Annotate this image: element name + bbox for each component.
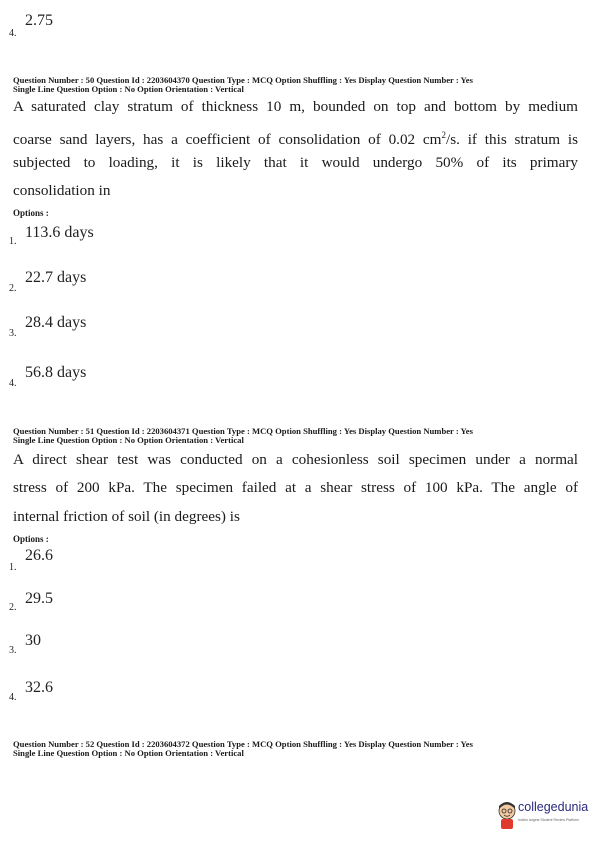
option-value[interactable]: 29.5 bbox=[25, 590, 53, 607]
collegedunia-logo bbox=[496, 800, 589, 834]
option-number: 2. bbox=[9, 602, 17, 613]
question-meta-line2: Single Line Question Option : No Option Orientation : Vertical bbox=[13, 435, 244, 445]
question-meta-line1: Question Number : 50 Question Id : 2203604370 Question Type : MCQ Option Shuffling : Yes Display Question Number : Yes bbox=[13, 75, 473, 85]
option-number: 4. bbox=[9, 28, 17, 39]
option-value[interactable]: 26.6 bbox=[25, 547, 53, 564]
option-value: 2.75 bbox=[25, 12, 53, 29]
option-number: 2. bbox=[9, 283, 17, 294]
superscript: 2 bbox=[441, 130, 446, 140]
logo-wordmark: collegedunia bbox=[518, 800, 589, 814]
question-text-segment: coarse sand layers, has a coefficient of consolidation of 0.02 cm bbox=[13, 131, 442, 149]
question-meta-line2: Single Line Question Option : No Option Orientation : Vertical bbox=[13, 84, 244, 94]
question-text-line: consolidation in bbox=[13, 182, 111, 199]
question-text-line: subjected to loading, it is likely that it would undergo 50% of its primary bbox=[13, 154, 578, 171]
option-number: 3. bbox=[9, 645, 17, 656]
option-value[interactable]: 56.8 days bbox=[25, 364, 87, 381]
option-value[interactable]: 30 bbox=[25, 632, 41, 649]
question-meta-line2: Single Line Question Option : No Option Orientation : Vertical bbox=[13, 748, 244, 758]
question-text-line: internal friction of soil (in degrees) is bbox=[13, 508, 240, 525]
option-value[interactable]: 32.6 bbox=[25, 679, 53, 696]
question-text-segment: /s. if this stratum is bbox=[446, 131, 578, 149]
question-text-line: A direct shear test was conducted on a cohesionless soil specimen under a normal bbox=[13, 451, 578, 468]
option-number: 1. bbox=[9, 236, 17, 247]
options-label: Options : bbox=[13, 534, 49, 544]
option-number: 3. bbox=[9, 328, 17, 339]
options-label: Options : bbox=[13, 208, 49, 218]
question-text-line: stress of 200 kPa. The specimen failed at a shear stress of 100 kPa. The angle of bbox=[13, 479, 578, 496]
option-number: 1. bbox=[9, 562, 17, 573]
option-number: 4. bbox=[9, 692, 17, 703]
mascot-icon bbox=[496, 800, 518, 830]
logo-tagline: India's largest Student Review Platform bbox=[518, 818, 579, 822]
question-meta-line1: Question Number : 52 Question Id : 2203604372 Question Type : MCQ Option Shuffling : Yes Display Question Number : Yes bbox=[13, 739, 473, 749]
option-value[interactable]: 28.4 days bbox=[25, 314, 87, 331]
question-meta-line1: Question Number : 51 Question Id : 2203604371 Question Type : MCQ Option Shuffling : Yes Display Question Number : Yes bbox=[13, 426, 473, 436]
option-value[interactable]: 22.7 days bbox=[25, 269, 87, 286]
question-text-line: A saturated clay stratum of thickness 10 m, bounded on top and bottom by medium bbox=[13, 98, 578, 115]
option-number: 4. bbox=[9, 378, 17, 389]
option-value[interactable]: 113.6 days bbox=[25, 224, 94, 241]
